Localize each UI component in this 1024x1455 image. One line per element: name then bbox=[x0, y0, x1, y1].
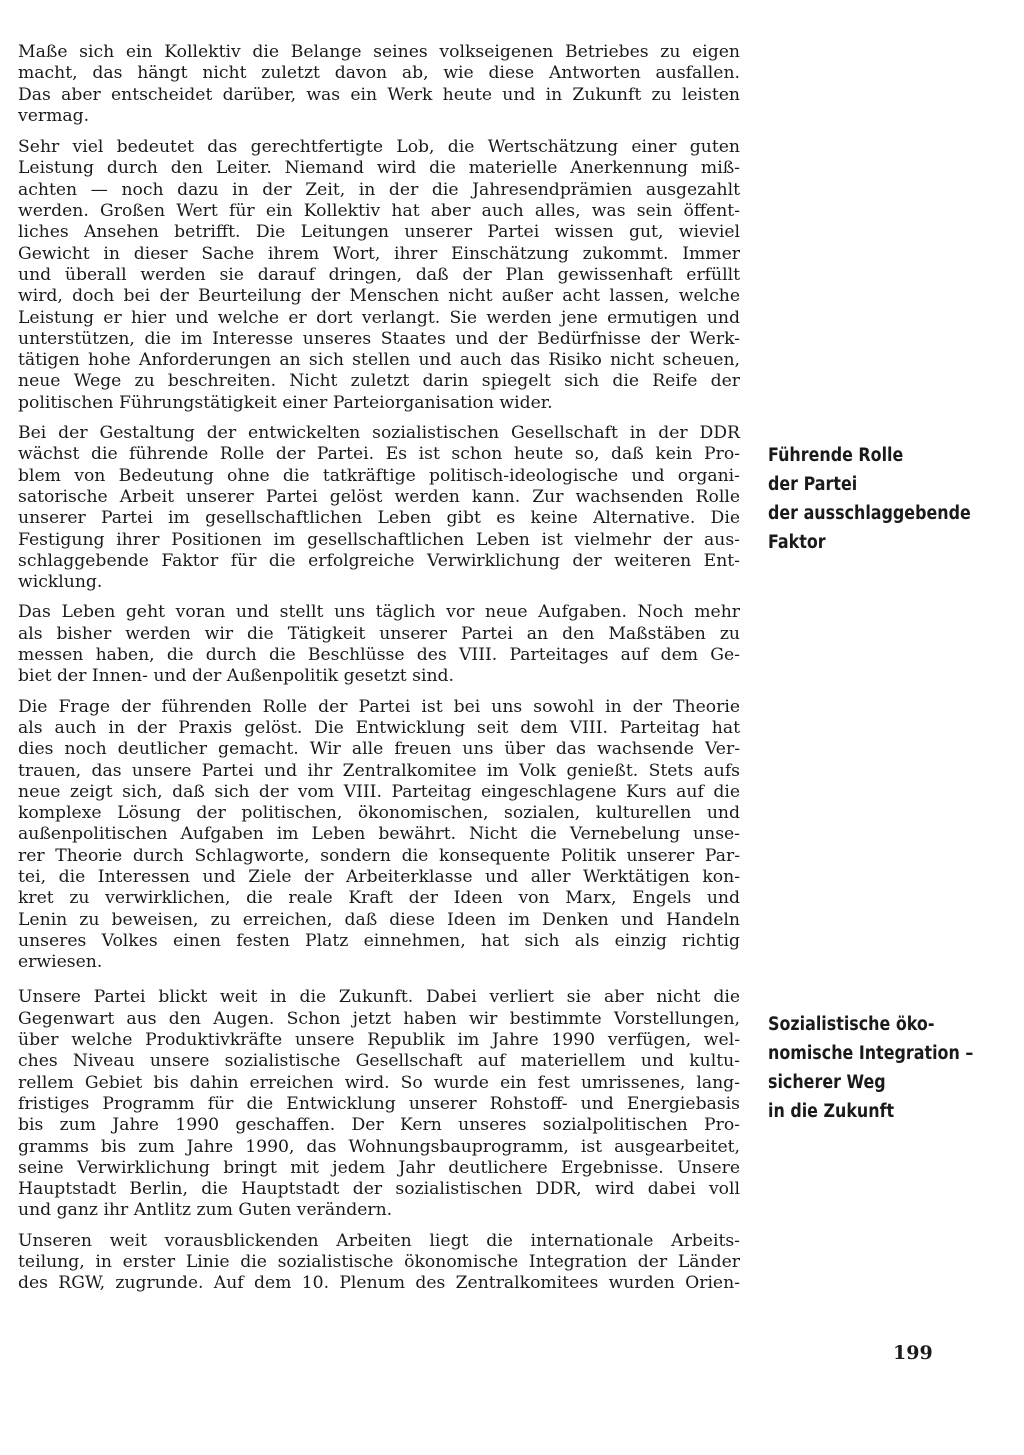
paragraph-3 bbox=[18, 423, 740, 593]
text-line: über welche Produktivkräfte unsere Republik im Jahre 1990 verfügen, wel- bbox=[18, 1030, 740, 1051]
text-line: wicklung. bbox=[18, 572, 103, 593]
text-line: tätigen hohe Anforderungen an sich stellen und auch das Risiko nicht scheuen, bbox=[18, 350, 740, 371]
margin-heading-line: der Partei bbox=[768, 474, 858, 495]
text-line: biet der Innen- und der Außenpolitik gesetzt sind. bbox=[18, 666, 454, 687]
margin-heading-line: nomische Integration – bbox=[768, 1043, 974, 1064]
text-line: Das Leben geht voran und stellt uns täglich vor neue Aufgaben. Noch mehr bbox=[18, 602, 740, 623]
text-line: Das aber entscheidet darüber, was ein Werk heute und in Zukunft zu leisten bbox=[18, 84, 740, 105]
text-line: als bisher werden wir die Tätigkeit unserer Partei an den Maßstäben zu bbox=[18, 623, 740, 644]
text-line: und ganz ihr Antlitz zum Guten verändern. bbox=[18, 1200, 393, 1221]
text-line: ches Niveau unsere sozialistische Gesellschaft auf materiellem und kultu- bbox=[18, 1051, 740, 1072]
text-line: blem von Bedeutung ohne die tatkräftige politisch-ideologische und organi- bbox=[18, 465, 740, 486]
text-line: unseres Volkes einen festen Platz einnehmen, hat sich als einzig richtig bbox=[18, 930, 740, 951]
margin-heading-line: in die Zukunft bbox=[768, 1101, 895, 1122]
text-line: politischen Führungstätigkeit einer Parteiorganisation wider. bbox=[18, 392, 553, 413]
paragraph-6 bbox=[18, 987, 740, 1221]
text-line: tei, die Interessen und Ziele der Arbeiterklasse und aller Werktätigen kon- bbox=[18, 866, 740, 887]
text-line: erwiesen. bbox=[18, 952, 103, 973]
text-line: Maße sich ein Kollektiv die Belange seines volkseigenen Betriebes zu eigen bbox=[18, 42, 740, 62]
text-line: Sehr viel bedeutet das gerechtfertigte Lob, die Wertschätzung einer guten bbox=[18, 137, 740, 158]
text-line: neue Wege zu beschreiten. Nicht zuletzt darin spiegelt sich die Reife der bbox=[18, 371, 740, 392]
text-line: werden. Großen Wert für ein Kollektiv hat aber auch alles, was sein öffent- bbox=[18, 201, 740, 222]
text-line: macht, das hängt nicht zuletzt davon ab, wie diese Antworten ausfallen. bbox=[18, 63, 740, 84]
margin-heading-leading-role bbox=[768, 441, 971, 557]
margin-heading-line: der ausschlaggebende bbox=[768, 503, 971, 524]
text-line: fristiges Programm für die Entwicklung unserer Rohstoff- und Energiebasis bbox=[18, 1093, 740, 1114]
text-line: Bei der Gestaltung der entwickelten sozialistischen Gesellschaft in der DDR bbox=[18, 423, 740, 444]
paragraph-4 bbox=[18, 602, 740, 687]
text-line: neue zeigt sich, daß sich der vom VIII. Parteitag eingeschlagene Kurs auf die bbox=[18, 781, 740, 802]
paragraph-1 bbox=[18, 42, 740, 127]
text-line: Leistung durch den Leiter. Niemand wird die materielle Anerkennung miß- bbox=[18, 158, 740, 179]
text-line: als auch in der Praxis gelöst. Die Entwicklung seit dem VIII. Parteitag hat bbox=[18, 717, 740, 738]
paragraph-2 bbox=[18, 137, 740, 414]
text-line: komplexe Lösung der politischen, ökonomischen, sozialen, kulturellen und bbox=[18, 803, 740, 824]
text-line: bis zum Jahre 1990 geschaffen. Der Kern unseres sozialpolitischen Pro- bbox=[18, 1115, 740, 1136]
text-line: dies noch deutlicher gemacht. Wir alle freuen uns über das wachsende Ver- bbox=[18, 739, 740, 760]
text-line: achten — noch dazu in der Zeit, in der die Jahresendprämien ausgezahlt bbox=[18, 179, 740, 200]
text-line: satorische Arbeit unserer Partei gelöst werden kann. Zur wachsenden Rolle bbox=[18, 486, 740, 507]
text-line: Unsere Partei blickt weit in die Zukunft. Dabei verliert sie aber nicht die bbox=[18, 987, 740, 1008]
text-line: Unseren weit vorausblickenden Arbeiten liegt die internationale Arbeits- bbox=[18, 1230, 740, 1251]
text-line: teilung, in erster Linie die sozialistische ökonomische Integration der Länder bbox=[18, 1252, 740, 1273]
text-line: des RGW, zugrunde. Auf dem 10. Plenum des Zentralkomitees wurden Orien- bbox=[18, 1273, 740, 1294]
text-line: Lenin zu beweisen, zu erreichen, daß diese Ideen im Denken und Handeln bbox=[18, 909, 740, 930]
text-line: rellem Gebiet bis dahin erreichen wird. So wurde ein fest umrissenes, lang- bbox=[18, 1072, 740, 1093]
text-line: Die Frage der führenden Rolle der Partei ist bei uns sowohl in der Theorie bbox=[18, 696, 740, 717]
page-number: 199 bbox=[893, 1342, 933, 1364]
paragraph-7 bbox=[18, 1231, 740, 1295]
text-line: Gegenwart aus den Augen. Schon jetzt haben wir bestimmte Vorstellungen, bbox=[18, 1008, 740, 1029]
margin-heading-line: Faktor bbox=[768, 532, 826, 553]
margin-heading-integration bbox=[768, 1010, 974, 1126]
text-line: messen haben, die durch die Beschlüsse des VIII. Parteitages auf dem Ge- bbox=[18, 645, 740, 666]
text-line: trauen, das unsere Partei und ihr Zentralkomitee im Volk genießt. Stets aufs bbox=[18, 760, 740, 781]
text-line: Festigung ihrer Positionen im gesellschaftlichen Leben ist vielmehr der aus- bbox=[18, 529, 740, 550]
margin-heading-line: sicherer Weg bbox=[768, 1072, 886, 1093]
text-line: gramms bis zum Jahre 1990, das Wohnungsbauprogramm, ist ausgearbeitet, bbox=[18, 1136, 740, 1157]
text-line: unserer Partei im gesellschaftlichen Leben gibt es keine Alternative. Die bbox=[18, 508, 740, 529]
text-line: vermag. bbox=[18, 105, 90, 126]
margin-heading-line: Sozialistische öko- bbox=[768, 1014, 935, 1035]
text-line: seine Verwirklichung bringt mit jedem Jahr deutlichere Ergebnisse. Unsere bbox=[18, 1157, 740, 1178]
text-line: wird, doch bei der Beurteilung der Menschen nicht außer acht lassen, welche bbox=[18, 286, 740, 307]
paragraph-5 bbox=[18, 697, 740, 974]
text-line: kret zu verwirklichen, die reale Kraft der Ideen von Marx, Engels und bbox=[18, 888, 740, 909]
text-line: Gewicht in dieser Sache ihrem Wort, ihrer Einschätzung zukommt. Immer bbox=[18, 243, 740, 264]
text-line: unterstützen, die im Interesse unseres Staates und der Bedürfnisse der Werk- bbox=[18, 328, 740, 349]
text-line: wächst die führende Rolle der Partei. Es ist schon heute so, daß kein Pro- bbox=[18, 444, 740, 465]
body-text bbox=[18, 42, 740, 1295]
margin-heading-line: Führende Rolle bbox=[768, 445, 904, 466]
text-line: rer Theorie durch Schlagworte, sondern die konsequente Politik unserer Par- bbox=[18, 845, 740, 866]
text-line: liches Ansehen betrifft. Die Leitungen unserer Partei wissen gut, wieviel bbox=[18, 222, 740, 243]
text-line: schlaggebende Faktor für die erfolgreiche Verwirklichung der weiteren Ent- bbox=[18, 550, 740, 571]
text-line: Leistung er hier und welche er dort verlangt. Sie werden jene ermutigen und bbox=[18, 307, 740, 328]
text-line: Hauptstadt Berlin, die Hauptstadt der sozialistischen DDR, wird dabei voll bbox=[18, 1179, 740, 1200]
text-line: außenpolitischen Aufgaben im Leben bewährt. Nicht die Vernebelung unse- bbox=[18, 824, 740, 845]
text-line: und überall werden sie darauf dringen, daß der Plan gewissenhaft erfüllt bbox=[18, 264, 740, 285]
